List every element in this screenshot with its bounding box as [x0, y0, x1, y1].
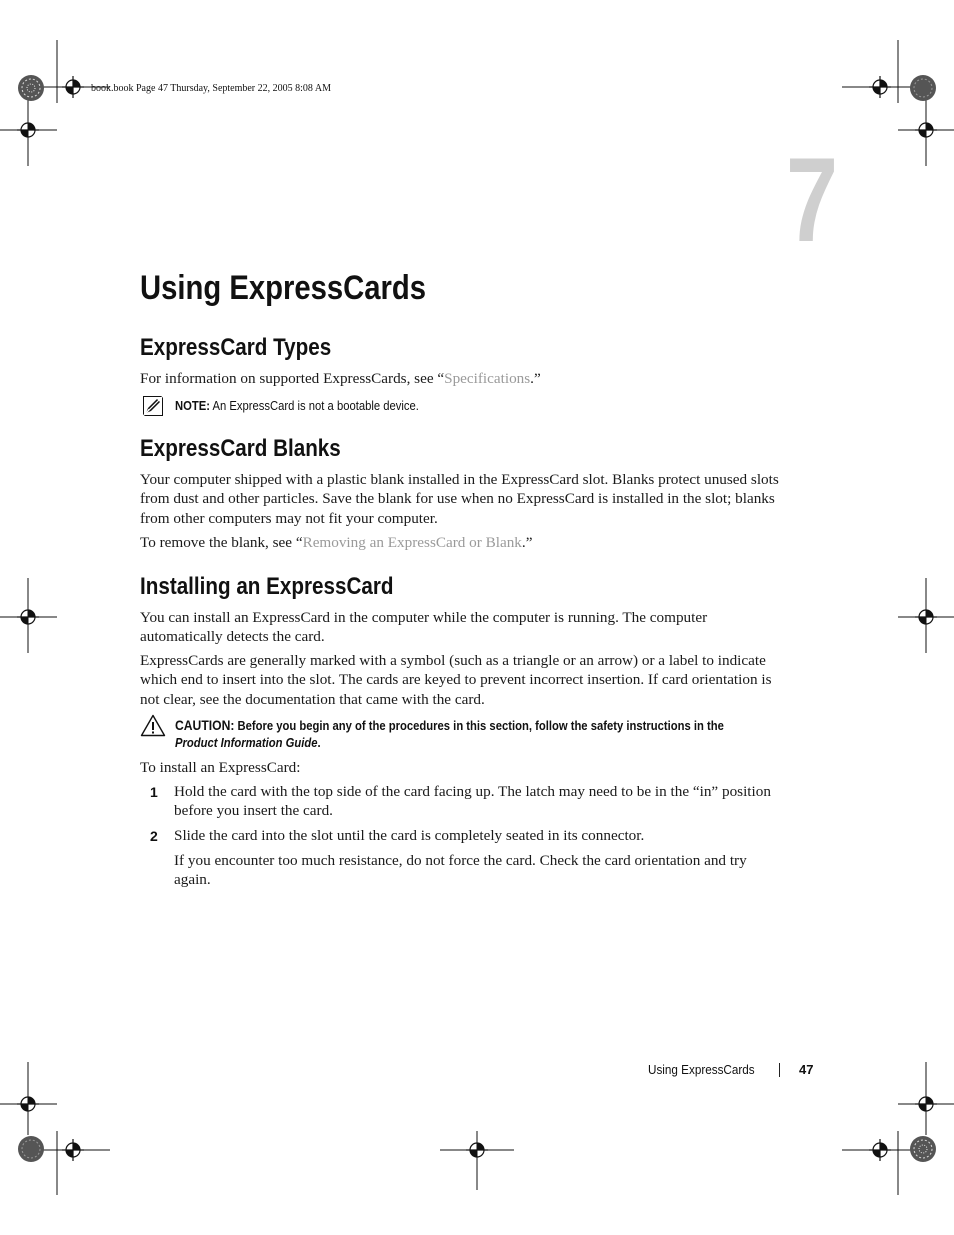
chapter-title: Using ExpressCards — [140, 269, 427, 307]
types-para-suffix: .” — [530, 370, 541, 387]
note-callout — [175, 398, 419, 414]
blanks-paragraph-2 — [140, 533, 790, 552]
footer-chapter-label: Using ExpressCards — [648, 1062, 755, 1077]
removing-expresscard-link[interactable]: Removing an ExpressCard or Blank — [302, 534, 522, 551]
installing-paragraph-2: ExpressCards are generally marked with a symbol (such as a triangle or an arrow) or a label to indicate which end to insert into the slot. The cards are keyed to prevent incorrect insertion. If card orientation is not clear, see the documentation that came with the card. — [140, 652, 772, 708]
caution-end: . — [317, 736, 321, 750]
installing-paragraph-1: You can install an ExpressCard in the computer while the computer is running. The computer automatically detects the card. — [140, 609, 708, 646]
caution-label: CAUTION: — [175, 718, 235, 733]
step-2-followup: If you encounter too much resistance, do not force the card. Check the card orientation and try again. — [174, 852, 747, 889]
section-heading-installing: Installing an ExpressCard — [140, 573, 394, 600]
footer-page-number: 47 — [799, 1062, 814, 1077]
blanks-para2-suffix: .” — [521, 534, 533, 551]
blanks-para2-prefix: To remove the blank, see “ — [140, 534, 303, 551]
note-pencil-icon — [143, 396, 163, 416]
caution-warning-icon — [140, 714, 166, 737]
step-2-number: 2 — [150, 828, 158, 844]
caution-callout — [175, 717, 769, 752]
section-heading-types: ExpressCard Types — [140, 334, 332, 361]
caution-text: Before you begin any of the procedures in this section, follow the safety instructions in the — [234, 719, 724, 733]
specifications-link[interactable]: Specifications — [444, 370, 531, 387]
print-header-stamp: book.book Page 47 Thursday, September 22, 2005 8:08 AM — [91, 83, 331, 94]
chapter-number: 7 — [786, 133, 837, 267]
section-heading-blanks: ExpressCard Blanks — [140, 435, 341, 462]
types-paragraph — [140, 369, 790, 388]
caution-guide-title: Product Information Guide — [175, 736, 318, 750]
install-intro: To install an ExpressCard: — [140, 759, 301, 776]
step-1-number: 1 — [150, 784, 158, 800]
step-2-text: Slide the card into the slot until the card is completely seated in its connector. — [174, 827, 645, 844]
step-1-text: Hold the card with the top side of the card facing up. The latch may need to be in the “in” position before you insert the card. — [174, 783, 771, 820]
note-label: NOTE: — [175, 399, 211, 413]
footer-divider — [779, 1063, 780, 1077]
blanks-paragraph-1: Your computer shipped with a plastic blank installed in the ExpressCard slot. Blanks protect unused slots from dust and other particles. Save the blank for use when no ExpressCard is installed in the slot; blanks from other computers may not fit your computer. — [140, 471, 779, 527]
note-text: An ExpressCard is not a bootable device. — [210, 399, 419, 413]
types-para-prefix: For information on supported ExpressCards, see “ — [140, 370, 445, 387]
